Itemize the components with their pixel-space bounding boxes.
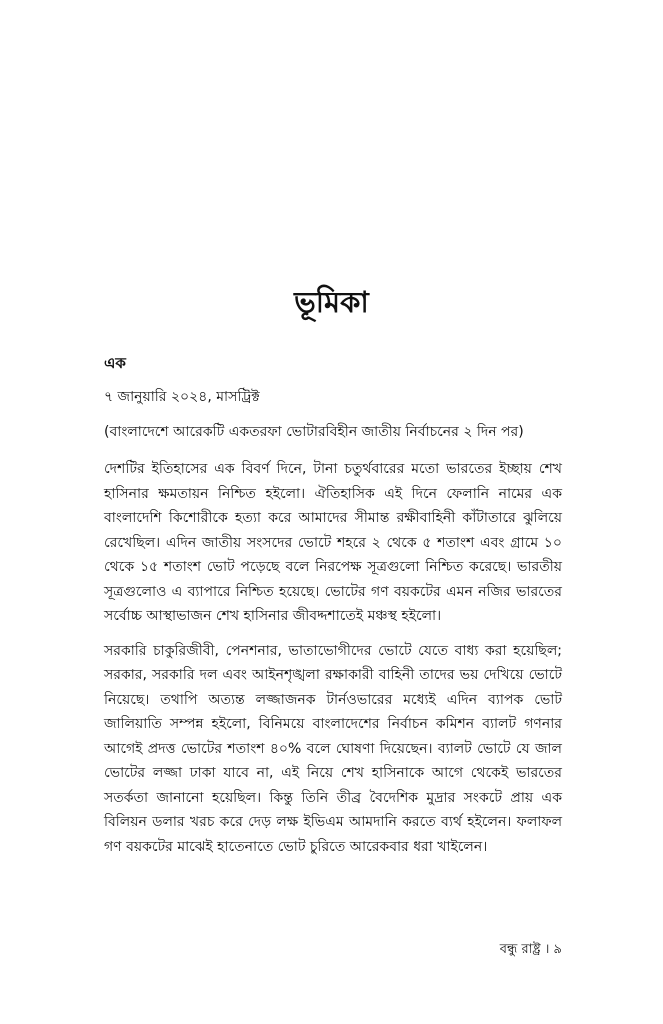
dateline: ৭ জানুয়ারি ২০২৪, মাসট্রিক্ট — [104, 389, 260, 405]
page-body — [104, 352, 562, 869]
paragraph-1: দেশটির ইতিহাসের এক বিবর্ণ দিনে, টানা চতুর্থবারের মতো ভারতের ইচ্ছায় শেখ হাসিনার ক্ষমতায়ন নিশ্চিত হইলো। ঐতিহাসিক এই দিনে ফেলানি নামের এক বাংলাদেশি কিশোরীকে হত্যা করে আমাদের সীমান্ত রক্ষীবাহিনী কাঁটাতারে ঝুলিয়ে রেখেছিল। এদিন জাতীয় সংসদের ভোটে শহরে ২ থেকে ৫ শতাংশ এবং গ্রামে ১০ থেকে ১৫ শতাংশ ভোট পড়েছে বলে নিরপেক্ষ সূত্রগুলো নিশ্চিত করেছে। ভারতীয় সূত্রগুলোও এ ব্যাপারে নিশ্চিত হয়েছে। ভোটের গণ বয়কটের এমন নজির ভারতের সর্বোচ্চ আস্থাভাজন শেখ হাসিনার জীবদ্দশাতেই মঞ্চস্থ হইলো। — [104, 461, 562, 624]
page-footer: বন্ধু রাষ্ট্র । ৯ — [499, 942, 562, 957]
subtitle: (বাংলাদেশে আরেকটি একতরফা ভোটারবিহীন জাতীয় নির্বাচনের ২ দিন পর) — [104, 424, 524, 440]
chapter-label: এক — [104, 354, 126, 372]
paragraph-2: সরকারি চাকুরিজীবী, পেনশনার, ভাতাভোগীদের ভোটে যেতে বাধ্য করা হয়েছিল; সরকার, সরকারি দল এবং আইনশৃঙ্খলা রক্ষাকারী বাহিনী তাদের ভয় দেখিয়ে ভোটে নিয়েছে। তথাপি অত্যন্ত লজ্জাজনক টার্নওভারের মধ্যেই এদিন ব্যাপক ভোট জালিয়াতি সম্পন্ন হইলো, বিনিময়ে বাংলাদেশের নির্বাচন কমিশন ব্যালট গণনার আগেই প্রদত্ত ভোটের শতাংশ ৪০% বলে ঘোষণা দিয়েছেন। ব্যালট ভোটে যে জাল ভোটের লজ্জা ঢাকা যাবে না, এই নিয়ে শেখ হাসিনাকে আগে থেকেই ভারতের সতর্কতা জানানো হয়েছিল। কিন্তু তিনি তীব্র বৈদেশিক মুদ্রার সংকটে প্রায় এক বিলিয়ন ডলার খরচ করে দেড় লক্ষ ইভিএম আমদানি করতে ব্যর্থ হইলেন। ফলাফল গণ বয়কটের মাঝেই হাতেনাতে ভোট চুরিতে আরেকবার ধরা খাইলেন। — [104, 642, 562, 855]
page-title: ভূমিকা — [294, 285, 369, 319]
